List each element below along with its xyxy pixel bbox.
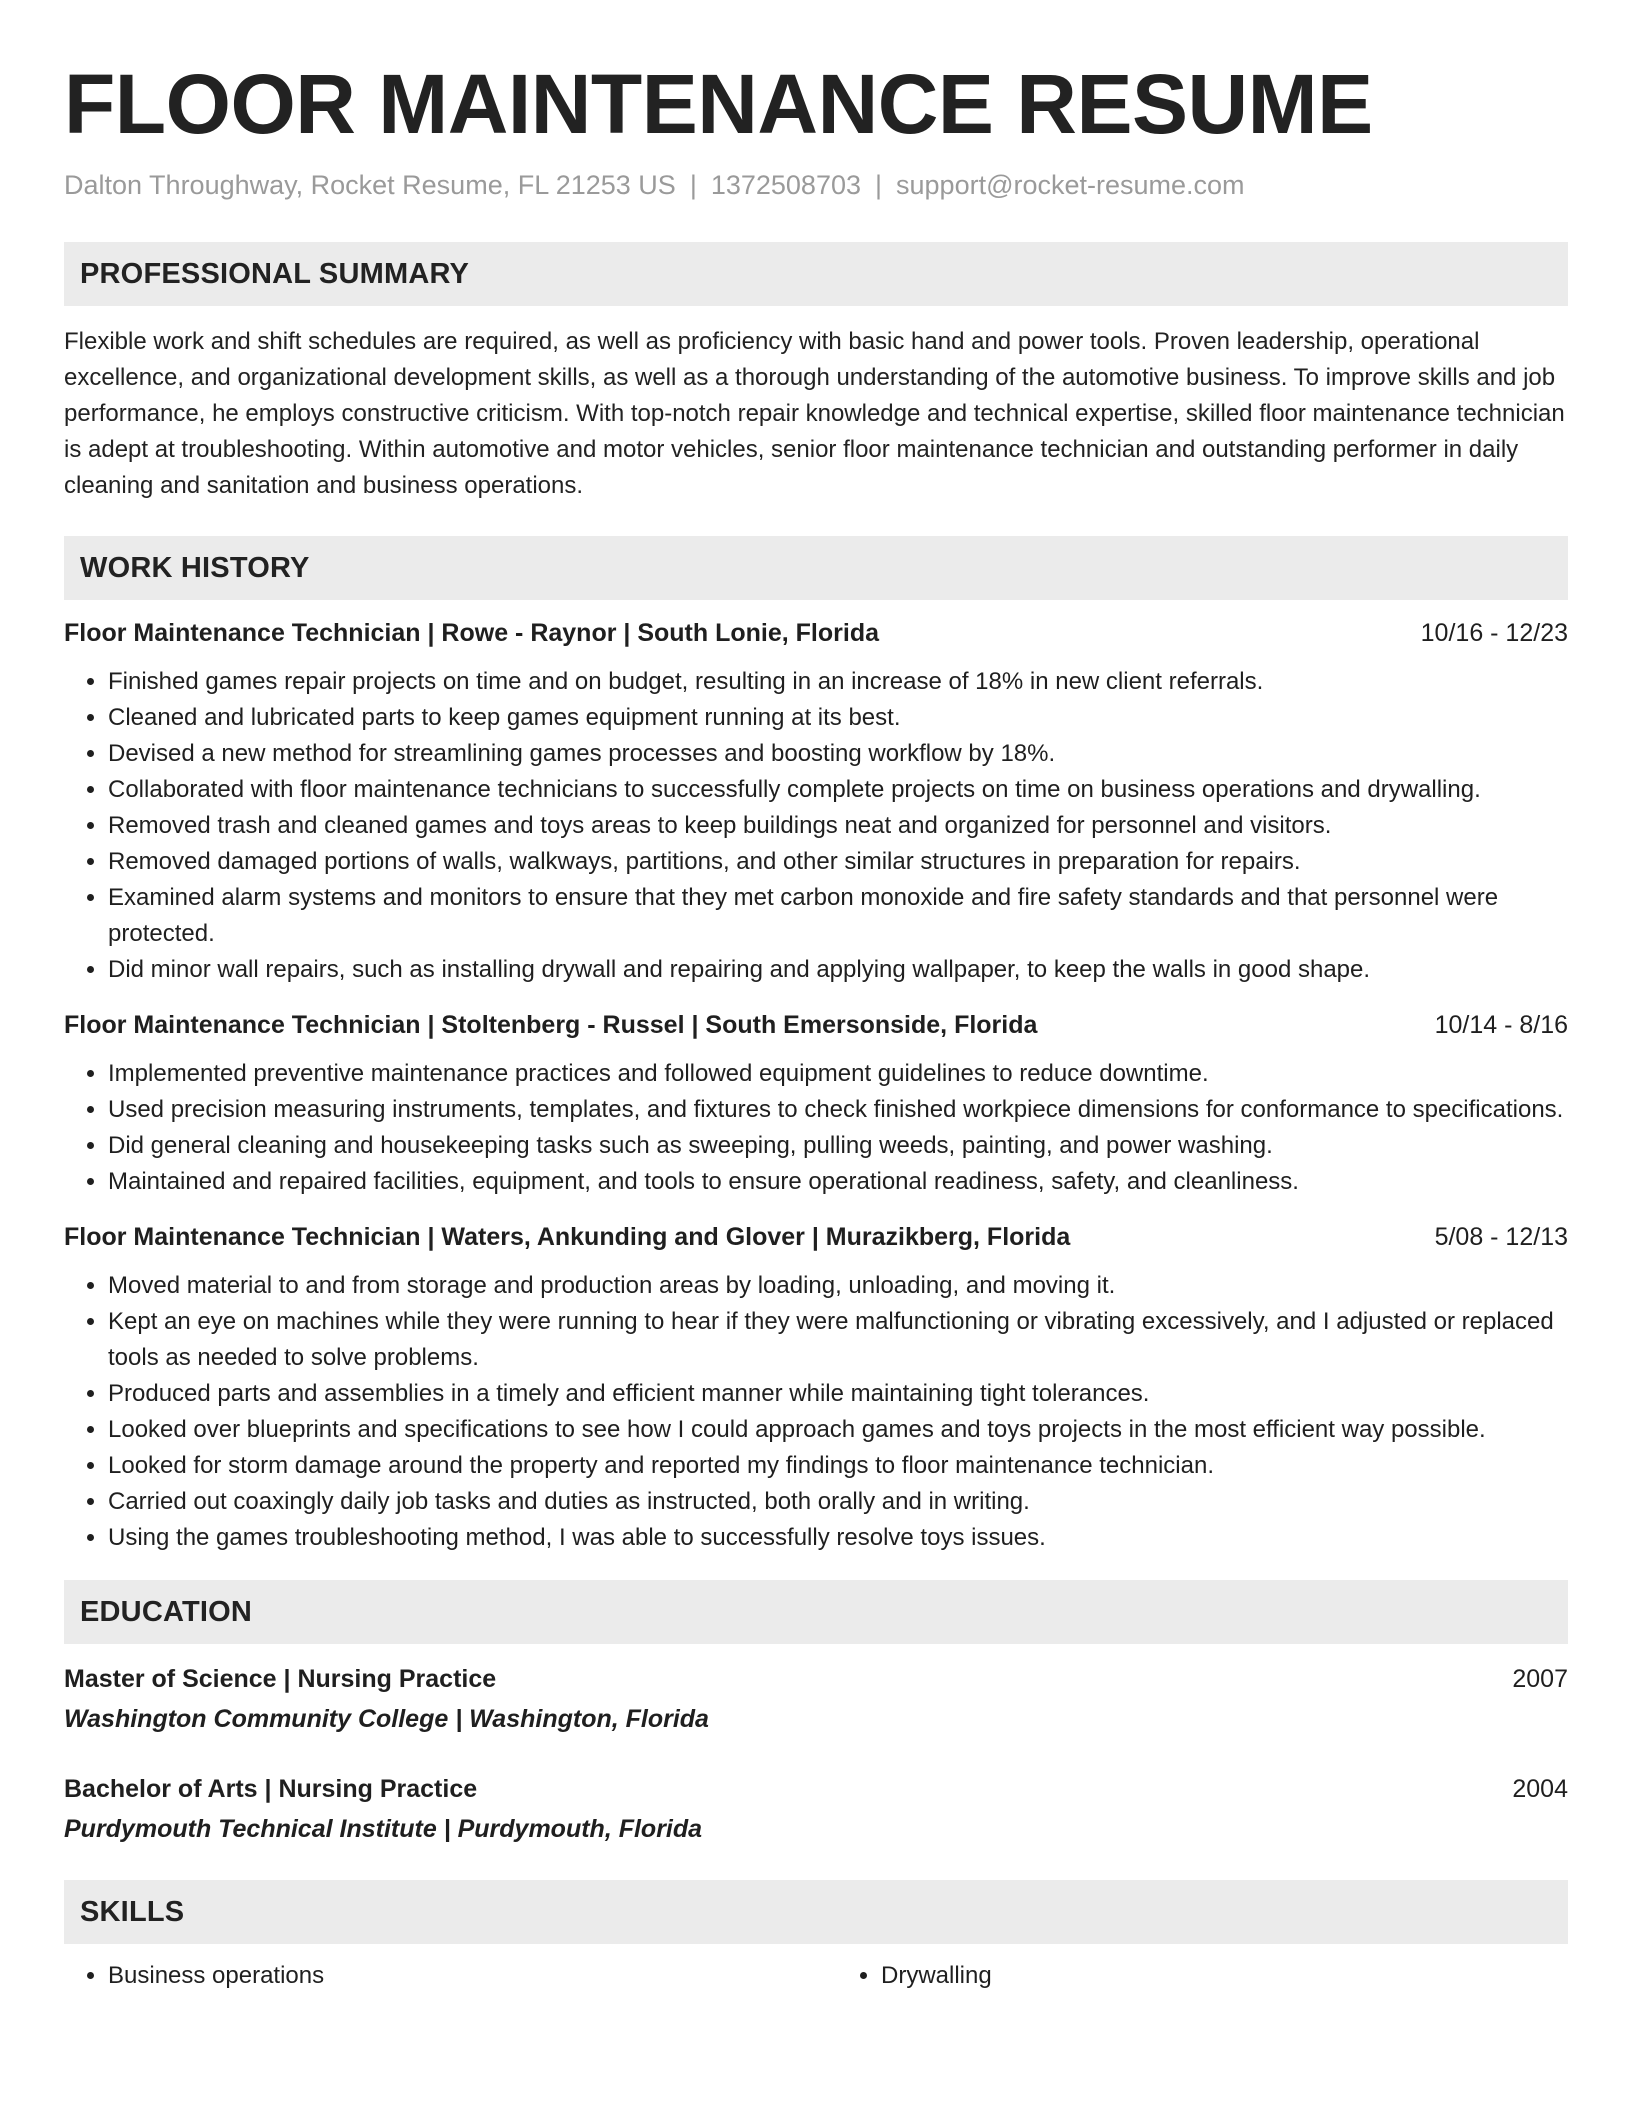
education-year: 2007 xyxy=(1512,1665,1568,1693)
job-title: Floor Maintenance Technician | Stoltenberg - Russel | South Emersonside, Florida xyxy=(64,1011,1038,1039)
job-header xyxy=(64,1220,1568,1254)
skills-list xyxy=(64,1958,1568,1994)
contact-phone: 1372508703 xyxy=(710,170,861,200)
job-bullet: • Did general cleaning and housekeeping tasks such as sweeping, pulling weeds, painting, and power washing. xyxy=(108,1128,1568,1164)
education-header xyxy=(64,1772,1568,1806)
education-degree: Bachelor of Arts | Nursing Practice xyxy=(64,1775,478,1803)
section-header-summary: PROFESSIONAL SUMMARY xyxy=(64,242,1568,306)
job-bullet: • Did minor wall repairs, such as installing drywall and repairing and applying wallpaper, to keep the walls in good shape. xyxy=(108,952,1568,988)
job-entry xyxy=(64,1220,1568,1556)
job-bullet: • Kept an eye on machines while they were running to hear if they were malfunctioning or vibrating excessively, and I adjusted or replaced tools as needed to solve problems. xyxy=(108,1304,1568,1376)
education-entry xyxy=(64,1772,1568,1846)
job-bullet: • Moved material to and from storage and production areas by loading, unloading, and moving it. xyxy=(108,1268,1568,1304)
job-bullet: • Removed trash and cleaned games and toys areas to keep buildings neat and organized for personnel and visitors. xyxy=(108,808,1568,844)
job-title: Floor Maintenance Technician | Waters, Ankunding and Glover | Murazikberg, Florida xyxy=(64,1223,1071,1251)
contact-line xyxy=(64,168,1568,202)
contact-separator: | xyxy=(689,170,697,200)
job-bullet: • Using the games troubleshooting method, I was able to successfully resolve toys issues. xyxy=(108,1520,1568,1556)
job-bullets xyxy=(64,664,1568,988)
job-bullet: • Used precision measuring instruments, templates, and fixtures to check finished workpiece dimensions for conformance to specifications. xyxy=(108,1092,1568,1128)
skill-item: • Business operations xyxy=(108,1958,795,1994)
job-bullet: • Produced parts and assemblies in a timely and efficient manner while maintaining tight tolerances. xyxy=(108,1376,1568,1412)
education-school: Washington Community College | Washington, Florida xyxy=(64,1705,709,1733)
education-entry xyxy=(64,1662,1568,1736)
contact-separator: | xyxy=(875,170,883,200)
education-year: 2004 xyxy=(1512,1775,1568,1803)
education-school: Purdymouth Technical Institute | Purdymouth, Florida xyxy=(64,1815,703,1843)
job-bullets xyxy=(64,1056,1568,1200)
job-dates: 10/14 - 8/16 xyxy=(1434,1011,1568,1039)
resume-title: FLOOR MAINTENANCE RESUME xyxy=(64,57,1373,151)
job-bullet: • Implemented preventive maintenance practices and followed equipment guidelines to reduce downtime. xyxy=(108,1056,1568,1092)
skills-column-right xyxy=(837,1958,1568,1994)
contact-email: support@rocket-resume.com xyxy=(896,170,1245,200)
job-header xyxy=(64,1008,1568,1042)
summary-text: Flexible work and shift schedules are required, as well as proficiency with basic hand and power tools. Proven leadership, operational excellence, and organizational development skills, as well as a thorough understanding of the automotive business. To improve skills and job performance, he employs constructive criticism. With top-notch repair knowledge and technical expertise, skilled floor maintenance technician is adept at troubleshooting. Within automotive and motor vehicles, senior floor maintenance technician and outstanding performer in daily cleaning and sanitation and business operations. xyxy=(64,328,1565,499)
job-bullet: • Removed damaged portions of walls, walkways, partitions, and other similar structures in preparation for repairs. xyxy=(108,844,1568,880)
contact-address: Dalton Throughway, Rocket Resume, FL 21253 US xyxy=(64,170,676,200)
resume-page xyxy=(64,0,1568,1994)
job-bullet: • Looked for storm damage around the property and reported my findings to floor maintenance technician. xyxy=(108,1448,1568,1484)
job-header xyxy=(64,616,1568,650)
skills-column-left xyxy=(64,1958,795,1994)
job-dates: 10/16 - 12/23 xyxy=(1420,619,1568,647)
education-header xyxy=(64,1662,1568,1696)
section-header-education: EDUCATION xyxy=(64,1580,1568,1644)
section-header-work-history: WORK HISTORY xyxy=(64,536,1568,600)
skill-item: • Drywalling xyxy=(881,1958,1568,1994)
job-bullet: • Carried out coaxingly daily job tasks and duties as instructed, both orally and in writing. xyxy=(108,1484,1568,1520)
section-header-skills: SKILLS xyxy=(64,1880,1568,1944)
job-bullet: • Devised a new method for streamlining games processes and boosting workflow by 18%. xyxy=(108,736,1568,772)
job-bullet: • Maintained and repaired facilities, equipment, and tools to ensure operational readiness, safety, and cleanliness. xyxy=(108,1164,1568,1200)
job-bullet: • Cleaned and lubricated parts to keep games equipment running at its best. xyxy=(108,700,1568,736)
education-degree: Master of Science | Nursing Practice xyxy=(64,1665,497,1693)
job-bullet: • Examined alarm systems and monitors to ensure that they met carbon monoxide and fire safety standards and that personnel were protected. xyxy=(108,880,1568,952)
job-bullet: • Finished games repair projects on time and on budget, resulting in an increase of 18% in new client referrals. xyxy=(108,664,1568,700)
job-entry xyxy=(64,616,1568,988)
job-bullet: • Looked over blueprints and specifications to see how I could approach games and toys projects in the most efficient way possible. xyxy=(108,1412,1568,1448)
job-dates: 5/08 - 12/13 xyxy=(1434,1223,1568,1251)
job-bullets xyxy=(64,1268,1568,1556)
job-bullet: • Collaborated with floor maintenance technicians to successfully complete projects on time on business operations and drywalling. xyxy=(108,772,1568,808)
job-entry xyxy=(64,1008,1568,1200)
job-title: Floor Maintenance Technician | Rowe - Raynor | South Lonie, Florida xyxy=(64,619,879,647)
